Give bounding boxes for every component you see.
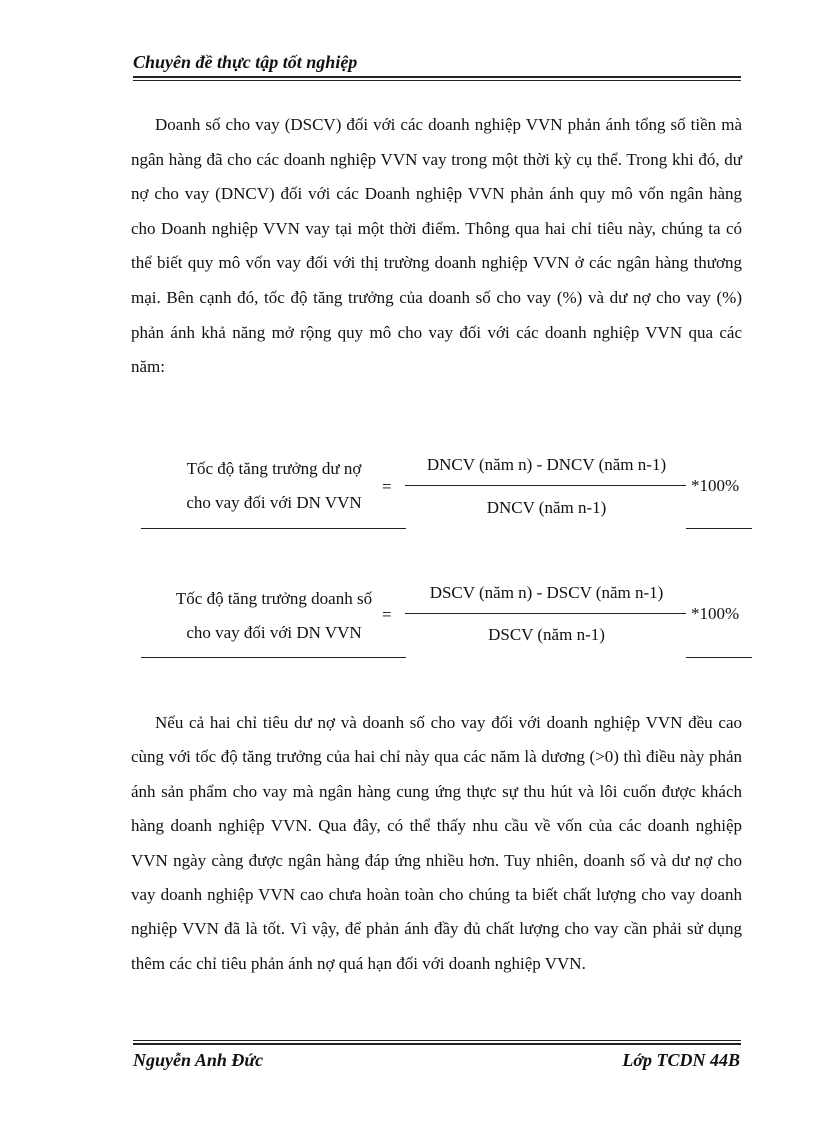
formula-denominator: DNCV (năm n-1) [486,498,607,517]
formula-label-line1: Tốc độ tăng trưởng dư nợ [186,459,362,478]
formula-multiplier: *100% [691,476,740,495]
page-header-title: Chuyên đề thực tập tốt nghiệp [133,52,358,72]
formula-fraction-bar [405,485,686,486]
header-rule-thin [133,80,741,81]
formula-fraction-bar [405,613,686,614]
formula-label-line2: cho vay đối với DN VVN [186,493,362,512]
formula-numerator: DSCV (năm n) - DSCV (năm n-1) [429,583,664,602]
formula-denominator: DSCV (năm n-1) [488,625,605,644]
formula-label-underline [141,528,406,529]
formula-equals-sign: = [382,477,392,496]
footer-rule-thick [133,1043,741,1045]
formula-numerator: DNCV (năm n) - DNCV (năm n-1) [426,455,667,474]
footer-author: Nguyễn Anh Đức [133,1050,264,1070]
body-paragraph-1: Doanh số cho vay (DSCV) đối với các doanh nghiệp VVN phản ánh tổng số tiền mà ngân hàng đã cho các doanh nghiệp VVN vay trong một thời kỳ cụ thể. Trong khi đó, dư nợ cho vay (DNCV) đối với các Doanh nghiệp VVN phản ánh quy mô vốn ngân hàng cho Doanh nghiệp VVN vay tại một thời điểm. Thông qua hai chỉ tiêu này, chúng ta có thể biết quy mô vốn vay đối với thị trường doanh nghiệp VVN ở các ngân hàng thương mại. Bên cạnh đó, tốc độ tăng trưởng của doanh số cho vay (%) và dư nợ cho vay (%) phản ánh khả năng mở rộng quy mô cho vay đối với các doanh nghiệp VVN qua các năm: [131,115,742,377]
header-rule-thick [133,76,741,78]
formula-multiplier-underline [686,657,752,658]
formula-equals-sign: = [382,605,392,624]
formula-label-line2: cho vay đối với DN VVN [186,623,362,642]
footer-rule-thin [133,1040,741,1041]
formula-loan-volume-growth [0,580,816,700]
formula-label-line1: Tốc độ tăng trưởng doanh số [175,589,373,608]
footer-class: Lớp TCDN 44B [622,1050,740,1070]
formula-loan-balance-growth [0,450,816,570]
body-paragraph-2: Nếu cả hai chỉ tiêu dư nợ và doanh số cho vay đối với doanh nghiệp VVN đều cao cùng với tốc độ tăng trưởng của hai chỉ này qua các năm là dương (>0) thì điều này phản ánh sản phẩm cho vay mà ngân hàng cung ứng thực sự thu hút và lôi cuốn được khách hàng doanh nghiệp VVN. Qua đây, có thể thấy nhu cầu về vốn của các doanh nghiệp VVN ngày càng được ngân hàng đáp ứng nhiều hơn. Tuy nhiên, doanh số và dư nợ cho vay doanh nghiệp VVN cao chưa hoàn toàn cho chúng ta biết chất lượng cho vay doanh nghiệp VVN đã là tốt. Vì vậy, để phản ánh đầy đủ chất lượng cho vay cần phải sử dụng thêm các chỉ tiêu phản ánh nợ quá hạn đối với doanh nghiệp VVN. [131,713,742,973]
formula-multiplier-underline [686,528,752,529]
formula-multiplier: *100% [691,604,740,623]
formula-label-underline [141,657,406,658]
